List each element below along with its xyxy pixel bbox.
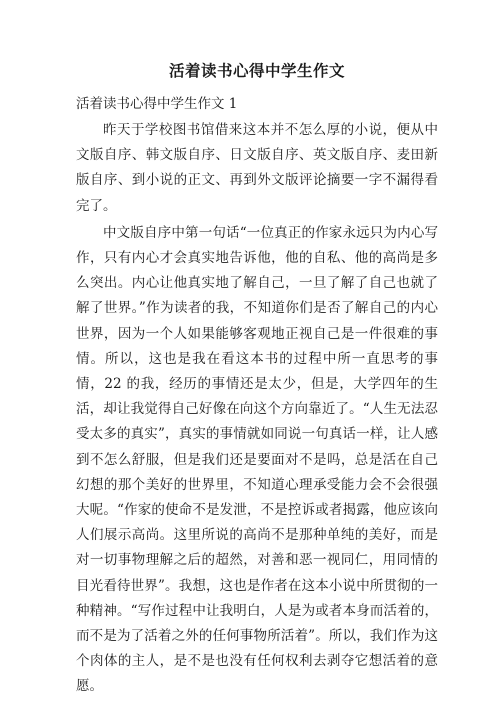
paragraph-2: 中文版自序中第一句话“一位真正的作家永远只为内心写作，只有内心才会真实地告诉他，他的自私、他的高尚是多么突出。内心让他真实地了解自己，一旦了解了自己也就了解了世界。”作为读者的我，不知道你们是否了解自己的内心世界，因为一个人如果能够客观地正视自己是一件很难的事情。所以，这也是我在看这本书的过程中所一直思考的事情，22 的我，经历的事情还是太少，但是，大学四年的生活，却让我觉得自己好像在向这个方向靠近了。“人生无法忍受太多的真实”，真实的事情就如同说一句真话一样，让人感到不怎么舒服，但是我们还是要面对不是吗，总是活在自己幻想的那个美好的世界里，不知道心理承受能力会不会很强大呢。“作家的使命不是发泄，不是控诉或者揭露，他应该向人们展示高尚。这里所说的高尚不是那种单纯的美好，而是对一切事物理解之后的超然，对善和恶一视同仁，用同情的目光看待世界”。我想，这也是作者在这本小说中所贯彻的一种精神。“写作过程中让我明白，人是为或者本身而活着的，而不是为了活着之外的任何事物所活着”。所以，我们作为这个肉体的主人，是不是也没有任何权利去剥夺它想活着的意愿。 (76, 224, 438, 695)
essay-subtitle: 活着读书心得中学生作文 1 (76, 96, 238, 112)
document-title: 活着读书心得中学生作文 (168, 61, 345, 80)
paragraph-1: 昨天于学校图书馆借来这本并不怎么厚的小说，便从中文版自序、韩文版自序、日文版自序、英文版自序、麦田新版自序、到小说的正文、再到外文版评论摘要一字不漏得看完了。 (76, 122, 438, 214)
